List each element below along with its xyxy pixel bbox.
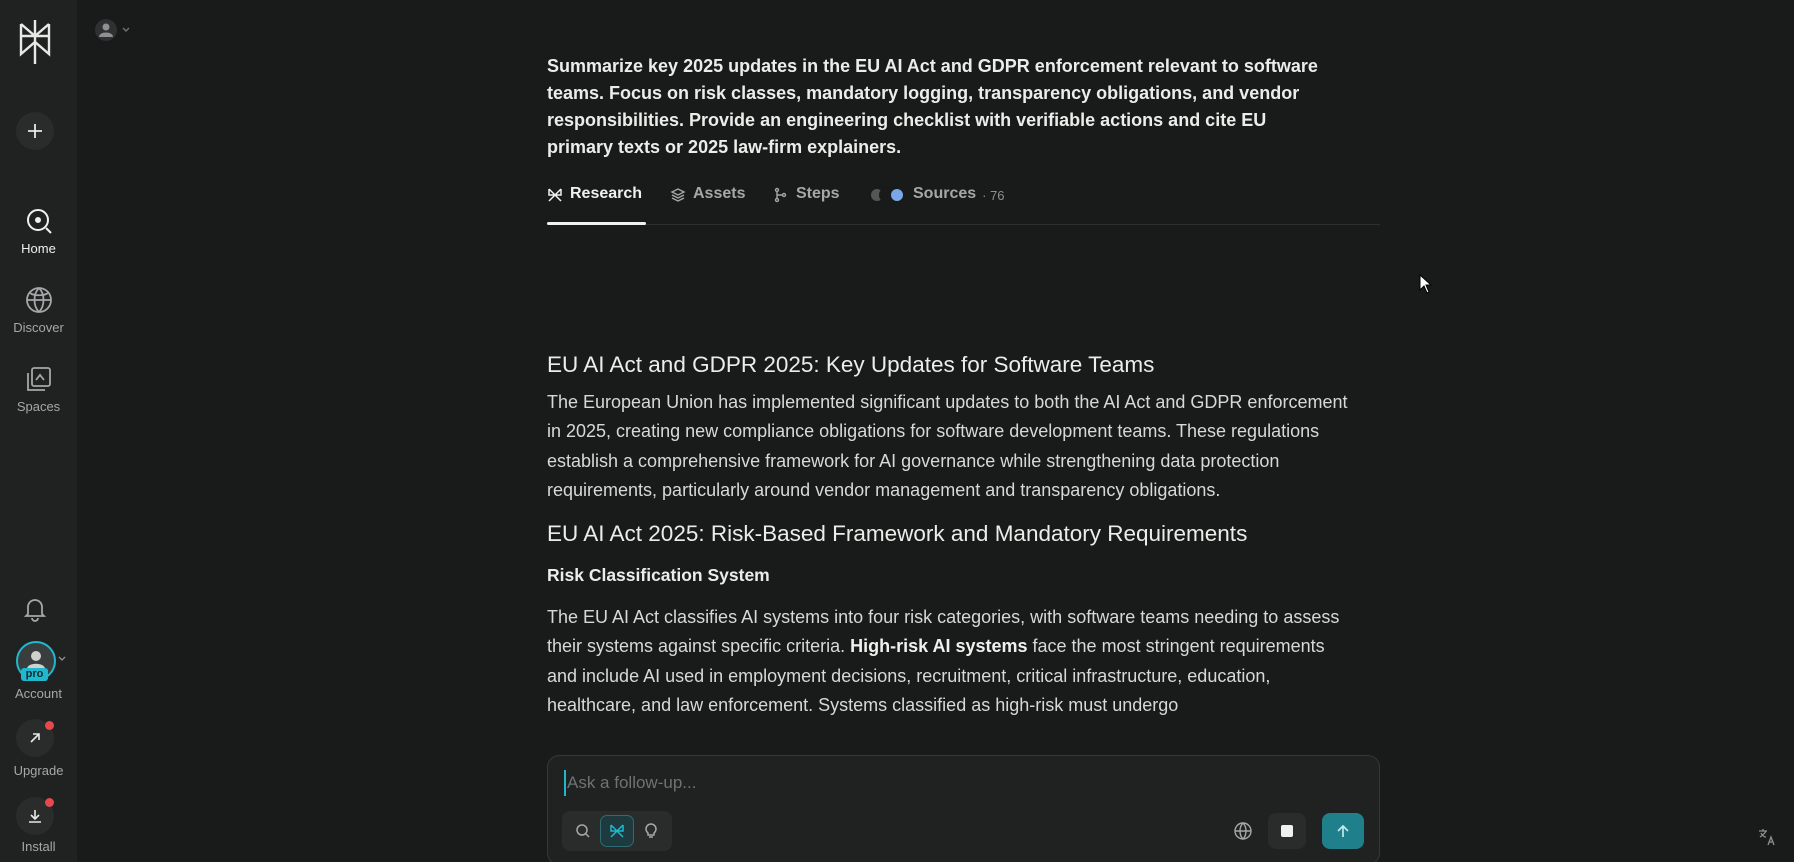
- source-favicons: [869, 187, 905, 203]
- search-mode-group: [562, 811, 672, 851]
- notifications-bell-icon[interactable]: [22, 596, 48, 622]
- subsection-heading: Risk Classification System: [547, 565, 770, 586]
- profile-selector[interactable]: [94, 18, 136, 42]
- tab-label: Sources: [913, 185, 977, 202]
- tab-sources[interactable]: [869, 180, 1005, 225]
- bold-text: High-risk AI systems: [850, 636, 1028, 657]
- mouse-cursor-icon: [1419, 274, 1433, 294]
- sidebar-item-label: Discover: [13, 320, 64, 335]
- labs-mode-button[interactable]: [634, 815, 668, 847]
- answer-title: EU AI Act and GDPR 2025: Key Updates for Software Teams: [547, 352, 1155, 377]
- followup-box: [547, 755, 1380, 862]
- paragraph-text: The EU AI Act classifies AI systems into four risk categories, with software teams needing to assess their systems against specific criteria.: [547, 607, 1340, 657]
- result-tabs: [547, 180, 1380, 225]
- sidebar-item-spaces[interactable]: [0, 364, 77, 414]
- perplexity-logo-icon[interactable]: [15, 18, 55, 66]
- research-icon: [547, 187, 563, 203]
- spaces-icon: [24, 364, 54, 394]
- answer-article: [547, 350, 1357, 734]
- globe-icon: [24, 285, 54, 315]
- notification-dot: [45, 721, 54, 730]
- submit-button[interactable]: [1322, 813, 1364, 849]
- search-mode-button[interactable]: [566, 815, 600, 847]
- install-label: Install: [21, 839, 56, 854]
- sidebar: [0, 0, 77, 862]
- globe-icon[interactable]: [1232, 820, 1254, 842]
- sidebar-item-label: Home: [21, 241, 56, 256]
- plus-icon: [26, 122, 44, 140]
- research-icon: [609, 823, 625, 839]
- chevron-down-icon[interactable]: [58, 655, 66, 663]
- tab-label: Assets: [693, 185, 746, 202]
- sidebar-item-label: Spaces: [16, 399, 61, 414]
- search-icon: [575, 823, 591, 839]
- translate-icon[interactable]: [1757, 827, 1777, 847]
- new-thread-button[interactable]: [16, 112, 54, 150]
- stop-button[interactable]: [1268, 813, 1306, 849]
- upgrade-label: Upgrade: [13, 763, 64, 778]
- layers-icon: [670, 187, 686, 203]
- risk-paragraph: [547, 603, 1357, 720]
- notification-dot: [45, 798, 54, 807]
- tab-label: Steps: [796, 185, 840, 202]
- tab-assets[interactable]: [670, 180, 745, 225]
- sidebar-item-discover[interactable]: [0, 285, 77, 335]
- followup-input[interactable]: [564, 770, 1344, 796]
- tab-research[interactable]: [547, 180, 642, 225]
- query-text: Summarize key 2025 updates in the EU AI Act and GDPR enforcement relevant to software teams. Focus on risk classes, mandatory logging, transparency obligations, and vendor responsibilities. Provide an engineering checklist with verifiable actions and cite EU primary texts or 2025 law-firm explainers.: [547, 56, 1318, 157]
- steps-icon: [773, 187, 789, 203]
- tab-label: Research: [570, 185, 643, 202]
- arrow-up-icon: [1335, 823, 1351, 839]
- intro-paragraph: The European Union has implemented significant updates to both the AI Act and GDPR enforcement in 2025, creating new compliance obligations for software development teams. These regulations establish a comprehensive framework for AI governance while strengthening data protection requirements, particularly around vendor management and transparency obligations.: [547, 392, 1348, 500]
- section-heading: EU AI Act 2025: Risk-Based Framework and Mandatory Requirements: [547, 521, 1248, 547]
- pro-badge: pro: [21, 668, 48, 681]
- account-label: Account: [15, 686, 62, 701]
- active-tab-indicator: [547, 222, 646, 225]
- source-favicon: [889, 187, 905, 203]
- lightbulb-icon: [643, 823, 659, 839]
- arrow-up-right-icon: [28, 731, 42, 745]
- sidebar-item-home[interactable]: [0, 206, 77, 256]
- research-mode-button[interactable]: [600, 815, 634, 847]
- paragraph-text: face the most stringent requirements and include AI used in employment decisions, recruitment, critical infrastructure, education, healthcare, and law enforcement. Systems classified as high-risk must undergo: [547, 636, 1325, 716]
- search-home-icon: [24, 206, 54, 236]
- tab-steps[interactable]: [773, 180, 840, 225]
- download-icon: [27, 808, 43, 824]
- sources-count: · 76: [982, 188, 1005, 203]
- stop-icon: [1281, 825, 1293, 837]
